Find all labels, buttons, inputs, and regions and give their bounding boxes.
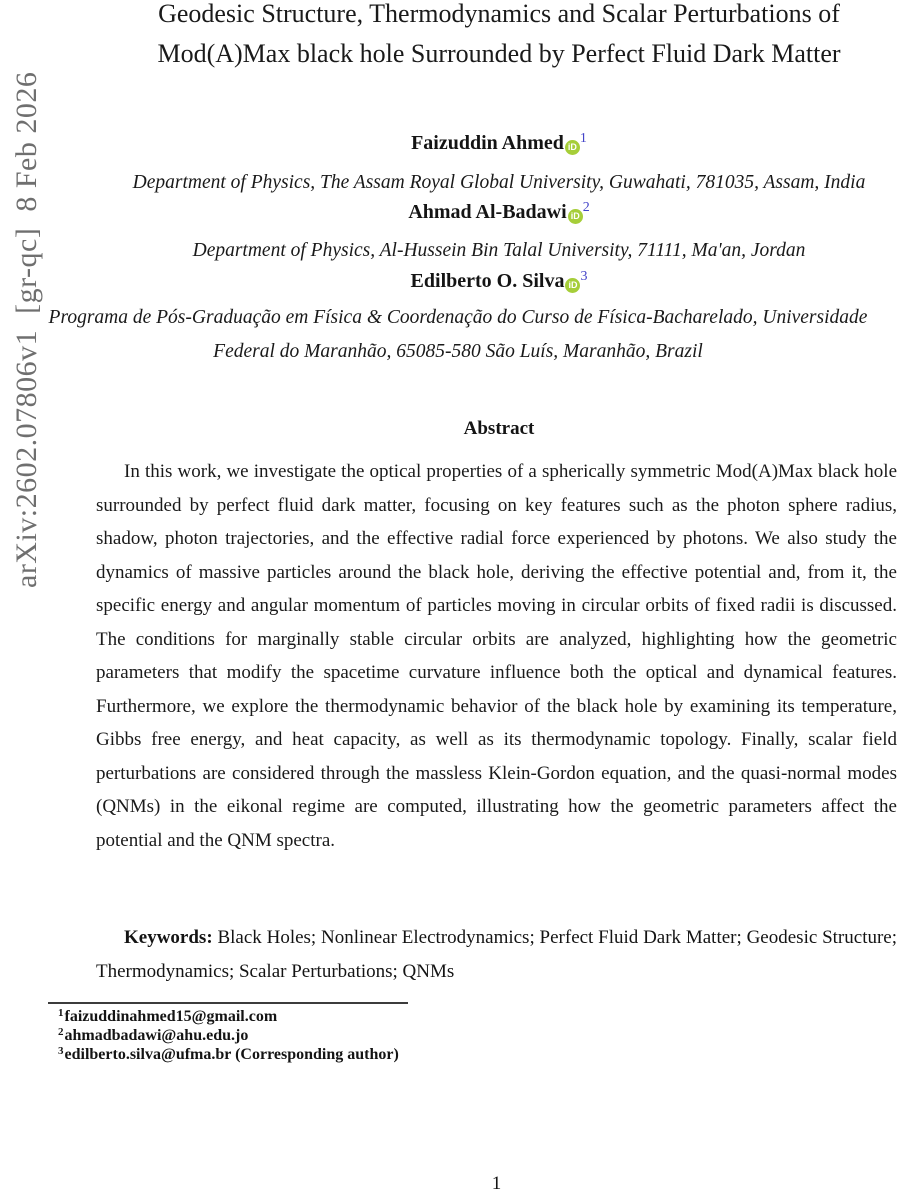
- keywords-text: Black Holes; Nonlinear Electrodynamics; Perfect Fluid Dark Matter; Geodesic Structure; Thermodynamics; Scalar Perturbations; QNMs: [96, 927, 898, 982]
- footnote-email-1: faizuddinahmed15@gmail.com: [64, 1008, 278, 1025]
- affiliation-2: Department of Physics, Al-Hussein Bin Talal University, 71111, Ma'an, Jordan: [192, 240, 806, 261]
- author-name-2: Ahmad Al-Badawi: [408, 201, 567, 223]
- keywords-block: [96, 921, 897, 988]
- footnote-email-3: edilberto.silva@ufma.br (Corresponding author): [64, 1045, 399, 1063]
- author-row-2: [96, 200, 902, 224]
- footnote-divider: [48, 1002, 408, 1004]
- author-footnote-ref-3[interactable]: 3: [580, 269, 588, 284]
- abstract-text: In this work, we investigate the optical properties of a spherically symmetric Mod(A)Max black hole surrounded by perfect fluid dark matter, focusing on key features such as the photon sphere radius, shadow, photon trajectories, and the effective radial force experienced by photons. We also study the dynamics of massive particles around the black hole, deriving the effective potential and, from it, the specific energy and angular momentum of particles moving in circular orbits of fixed radii is discussed. The conditions for marginally stable circular orbits are analyzed, highlighting how the geometric parameters that modify the spacetime curvature influence both the optical and dynamical features. Furthermore, we explore the thermodynamic behavior of the black hole by examining its temperature, Gibbs free energy, and heat capacity, as well as its thermodynamic topology. Finally, scalar field perturbations are considered through the massless Klein-Gordon equation, and the quasi-normal modes (QNMs) in the eikonal regime are computed, illustrating how the geometric parameters affect the potential and the QNM spectra.: [96, 461, 897, 851]
- orcid-icon[interactable]: iD: [568, 209, 583, 224]
- paper-title: Geodesic Structure, Thermodynamics and Scalar Perturbations of Mod(A)Max black hole Surrounded by Perfect Fluid Dark Matter: [157, 0, 841, 68]
- author-name-3: Edilberto O. Silva: [410, 270, 565, 292]
- footnote-marker-3: 3: [58, 1044, 64, 1057]
- affiliation-1: Department of Physics, The Assam Royal Global University, Guwahati, 781035, Assam, India: [132, 172, 866, 193]
- footnotes: [58, 1008, 878, 1064]
- author-footnote-ref-2[interactable]: 2: [582, 200, 590, 215]
- author-name-1: Faizuddin Ahmed: [411, 132, 564, 154]
- footnote-marker-1: 1: [58, 1007, 64, 1019]
- author-row-1: [96, 131, 902, 155]
- affiliation-3: Programa de Pós-Graduação em Física & Coordenação do Curso de Física-Bacharelado, Universidade Federal do Maranhão, 65085-580 São Luís, Maranhão, Brazil: [48, 307, 868, 362]
- author-row-3: [96, 269, 902, 293]
- footnote-3: [58, 1046, 878, 1065]
- keywords-label: Keywords:: [124, 927, 213, 948]
- page-number: 1: [491, 1173, 502, 1194]
- abstract-heading: Abstract: [463, 418, 535, 439]
- author-footnote-ref-1[interactable]: 1: [579, 131, 587, 146]
- footnote-1: [58, 1008, 878, 1027]
- orcid-icon[interactable]: iD: [565, 140, 580, 155]
- footnote-email-2: ahmadbadawi@ahu.edu.jo: [64, 1026, 249, 1044]
- paper-first-page: arXiv:2602.07806v1 [gr-qc] 8 Feb 2026 Geodesic Structure, Thermodynamics and Scalar Perturbations of Mod(A)Max black hole Surrounded by Perfect Fluid Dark Matter Faizuddin Ahmed iD$^1$ Department of Physics, The Assam Royal Global University, Guwahati, 781035, Assam, India Ahmad Al-Badawi iD$^2$ Department of Physics, Al-Hussein Bin Talal University, 71111, Ma'an, Jordan Edilberto O. Silva iD$^3$ Programa de Pós-Graduação em Física & Coordenação do Curso de Física-Bacharelado, Universidade Federal do Maranhão, 65085-580 São Luís, Maranhão, Brazil Abstract In this work, we investigate the optical properties of a spherically symmetric Mod(A)Max black hole surrounded by perfect fluid dark matter, focusing on key features such as the photon sphere radius, shadow, photon trajectories, and the effective radial force experienced by photons. We also study the dynamics of massive particles around the black hole, deriving the effective potential and, from it, the specific energy and angular momentum of particles moving in circular orbits of fixed radii is discussed. The conditions for marginally stable circular orbits are analyzed, highlighting how the geometric parameters that modify the spacetime curvature influence both the optical and dynamical features. Furthermore, we explore the thermodynamic behavior of the black hole by examining its temperature, Gibbs free energy, and heat capacity, as well as its thermodynamic topology. Finally, scalar field perturbations are considered through the massless Klein-Gordon equation, and the quasi-normal modes (QNMs) in the eikonal regime are computed, illustrating how the geometric parameters affect the potential and the QNM spectra. Keywords: Black Holes; Nonlinear Electrodynamics; Perfect Fluid Dark Matter; Geodesic Structure; Thermodynamics; Scalar Perturbations; QNMs $^1$faizuddinahmed15@gmail.com $^2$ahmadbadawi@ahu.edu.jo $^3$edilberto.silva@ufma.br (Corresponding author) 1: [0, 0, 916, 1200]
- footnote-2: [58, 1027, 878, 1046]
- footnote-marker-2: 2: [58, 1025, 64, 1038]
- orcid-icon[interactable]: iD: [565, 278, 580, 293]
